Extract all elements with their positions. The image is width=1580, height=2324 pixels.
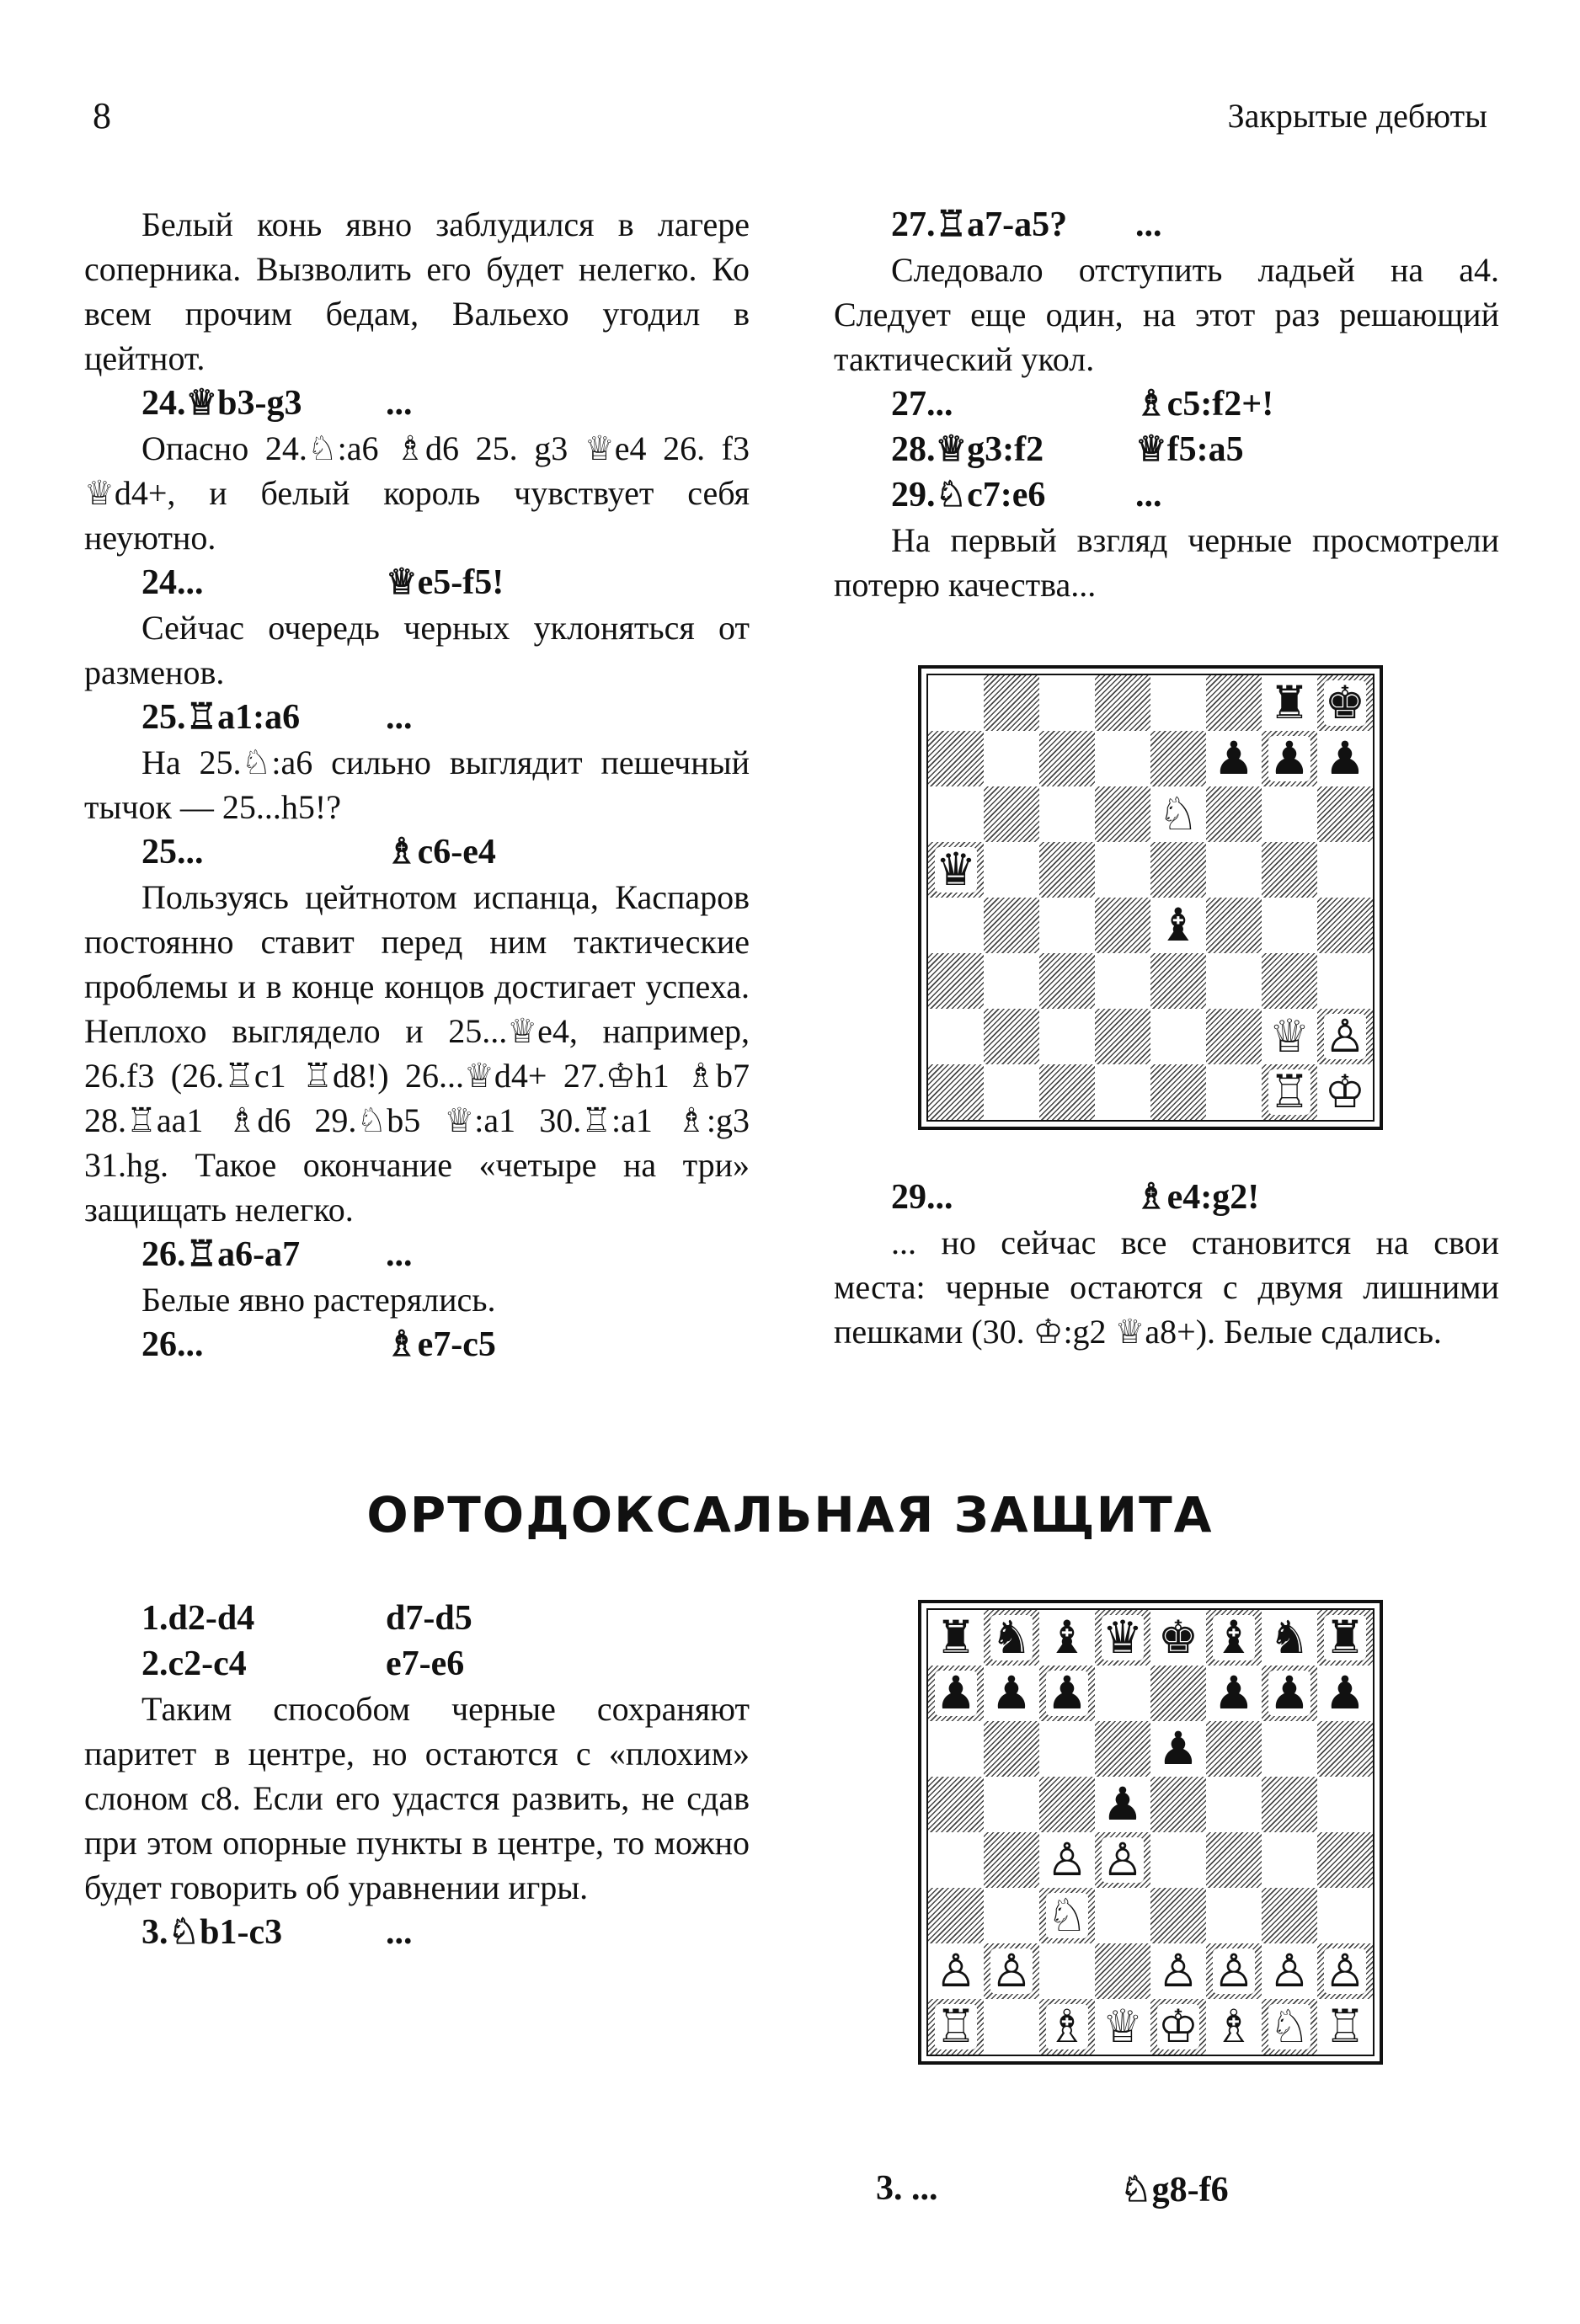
paragraph: Следовало отступить ладьей на a4. Следует еще один, на этот раз решающий тактический укол. bbox=[834, 251, 1499, 378]
board-square bbox=[1206, 786, 1262, 842]
move-white: 26... bbox=[141, 1325, 204, 1364]
board-square bbox=[1039, 1009, 1095, 1064]
move-white: 27.♖a7-a5? bbox=[891, 205, 1068, 244]
board-square bbox=[984, 1832, 1039, 1888]
black-bishop-icon: ♝ bbox=[1046, 1611, 1088, 1664]
board-square bbox=[1039, 1832, 1095, 1888]
white-pawn-icon: ♙ bbox=[1324, 1944, 1366, 1997]
board-square bbox=[1206, 1777, 1262, 1832]
paragraph: Белый конь явно заблудился в лагере соперника. Вызволить его будет нелегко. Ко всем прочим бедам, Вальехо угодил в цейтнот. bbox=[84, 205, 750, 377]
white-queen-icon: ♕ bbox=[1268, 1010, 1310, 1063]
board-square bbox=[1317, 898, 1373, 953]
board-square bbox=[1262, 842, 1317, 898]
board-square bbox=[1039, 898, 1095, 953]
board-square bbox=[1262, 675, 1317, 731]
board-square bbox=[1095, 1999, 1150, 2055]
board-square bbox=[984, 1943, 1039, 1999]
paragraph: На первый взгляд черные просмотрели потерю качества... bbox=[834, 521, 1499, 604]
move-line bbox=[834, 381, 1499, 427]
white-knight-icon: ♘ bbox=[1157, 787, 1199, 840]
board-square bbox=[1150, 1666, 1206, 1721]
black-knight-icon: ♞ bbox=[990, 1611, 1033, 1664]
left-column bbox=[84, 202, 750, 1367]
white-pawn-icon: ♙ bbox=[1157, 1944, 1199, 1997]
board-square bbox=[1317, 953, 1373, 1009]
chess-board bbox=[926, 1608, 1374, 2056]
board-square bbox=[1095, 953, 1150, 1009]
board-square bbox=[1206, 1064, 1262, 1120]
paragraph: Сейчас очередь черных уклоняться от разменов. bbox=[84, 609, 750, 691]
board-square bbox=[1206, 1009, 1262, 1064]
black-pawn-icon: ♟ bbox=[990, 1666, 1033, 1719]
board-square bbox=[984, 1888, 1039, 1943]
move-white: 24... bbox=[141, 563, 204, 602]
board-square bbox=[928, 731, 984, 786]
board-square bbox=[1206, 1721, 1262, 1777]
board-square bbox=[1317, 675, 1373, 731]
board-square bbox=[984, 953, 1039, 1009]
white-king-icon: ♔ bbox=[1324, 1065, 1366, 1118]
board-square bbox=[1262, 1610, 1317, 1666]
white-knight-icon: ♘ bbox=[1046, 1889, 1088, 1942]
board-square bbox=[1317, 1064, 1373, 1120]
move-black: ♗c6-e4 bbox=[386, 833, 496, 872]
move-black: ... bbox=[1135, 205, 1162, 244]
move-white: 26.♖a6-a7 bbox=[141, 1235, 301, 1274]
board-square bbox=[1039, 842, 1095, 898]
board-square bbox=[984, 1064, 1039, 1120]
bottom-left-column bbox=[84, 1596, 750, 1955]
board-square bbox=[1039, 786, 1095, 842]
paragraph: Пользуясь цейтнотом испанца, Каспаров постоянно ставит перед ним тактические проблемы и в конце концов достигает успеха. Неплохо выглядело и 25...♕e4, например, 26.f3 (26.♖c1 ♖d8!) 26...♕d4+ 27.♔h1 ♗b7 28.♖aa1 ♗d6 29.♘b5 ♕:a1 30.♖:a1 ♗:g3 31.hg. Такое окончание «четыре на три» защищать нелегко. bbox=[84, 878, 750, 1229]
move-white: 3.♘b1-c3 bbox=[141, 1913, 283, 1952]
board-square bbox=[1150, 731, 1206, 786]
move-white: 1.d2-d4 bbox=[141, 1599, 255, 1638]
board-square bbox=[928, 1721, 984, 1777]
right-column bbox=[834, 202, 1499, 607]
board-square bbox=[1095, 898, 1150, 953]
board-square bbox=[1039, 1064, 1095, 1120]
board-square bbox=[1039, 1777, 1095, 1832]
board-square bbox=[1317, 786, 1373, 842]
board-square bbox=[928, 1666, 984, 1721]
board-square bbox=[1262, 1721, 1317, 1777]
move-black: d7-d5 bbox=[386, 1599, 472, 1638]
board-square bbox=[1262, 1009, 1317, 1064]
board-square bbox=[1262, 1888, 1317, 1943]
board-square bbox=[1095, 1009, 1150, 1064]
board-square bbox=[984, 842, 1039, 898]
board-square bbox=[984, 898, 1039, 953]
move-white: 3. ... bbox=[876, 2169, 938, 2208]
board-square bbox=[1317, 1009, 1373, 1064]
board-square bbox=[1095, 1777, 1150, 1832]
move-white: 28.♕g3:f2 bbox=[891, 430, 1044, 469]
board-square bbox=[1317, 1888, 1373, 1943]
board-square bbox=[1206, 1610, 1262, 1666]
board-square bbox=[1150, 1777, 1206, 1832]
black-pawn-icon: ♟ bbox=[1213, 1666, 1255, 1719]
black-king-icon: ♚ bbox=[1324, 676, 1366, 729]
white-pawn-icon: ♙ bbox=[990, 1944, 1033, 1997]
paragraph: Опасно 24.♘:a6 ♗d6 25. g3 ♕e4 26. f3 ♕d4+, и белый король чувствует себя неуютно. bbox=[84, 429, 750, 557]
board-square bbox=[1095, 675, 1150, 731]
board-square bbox=[1039, 1999, 1095, 2055]
board-square bbox=[928, 953, 984, 1009]
move-line bbox=[84, 560, 750, 605]
board-square bbox=[1039, 1943, 1095, 1999]
white-rook-icon: ♖ bbox=[935, 2000, 977, 2053]
move-white: 29.♘c7:e6 bbox=[891, 476, 1046, 514]
board-square bbox=[1095, 1832, 1150, 1888]
move-white: 29... bbox=[891, 1178, 953, 1217]
black-knight-icon: ♞ bbox=[1268, 1611, 1310, 1664]
board-square bbox=[928, 898, 984, 953]
move-black: ♗c5:f2+! bbox=[1135, 385, 1274, 424]
move-line bbox=[834, 1175, 1499, 1220]
chess-diagram-2 bbox=[918, 1600, 1383, 2065]
board-square bbox=[1262, 786, 1317, 842]
board-square bbox=[1095, 1064, 1150, 1120]
black-pawn-icon: ♟ bbox=[1268, 732, 1310, 785]
move-black: ... bbox=[1135, 476, 1162, 514]
black-king-icon: ♚ bbox=[1157, 1611, 1199, 1664]
board-square bbox=[1095, 731, 1150, 786]
board-square bbox=[1262, 731, 1317, 786]
black-pawn-icon: ♟ bbox=[1324, 1666, 1366, 1719]
board-square bbox=[1317, 1832, 1373, 1888]
board-square bbox=[1150, 1009, 1206, 1064]
move-white: 24.♕b3-g3 bbox=[141, 384, 302, 423]
board-square bbox=[1039, 1721, 1095, 1777]
board-square bbox=[1262, 1832, 1317, 1888]
board-square bbox=[1150, 1064, 1206, 1120]
white-pawn-icon: ♙ bbox=[935, 1944, 977, 1997]
move-white: 2.c2-c4 bbox=[141, 1644, 247, 1683]
board-square bbox=[984, 675, 1039, 731]
chess-diagram-1 bbox=[918, 665, 1383, 1130]
board-square bbox=[1150, 1832, 1206, 1888]
black-pawn-icon: ♟ bbox=[1324, 732, 1366, 785]
move-line bbox=[834, 427, 1499, 472]
white-king-icon: ♔ bbox=[1157, 2000, 1199, 2053]
board-square bbox=[984, 1009, 1039, 1064]
board-square bbox=[928, 786, 984, 842]
board-square bbox=[984, 1999, 1039, 2055]
black-pawn-icon: ♟ bbox=[1102, 1778, 1144, 1831]
board-square bbox=[1095, 1666, 1150, 1721]
board-square bbox=[1150, 1943, 1206, 1999]
move-black: ... bbox=[386, 698, 413, 737]
board-square bbox=[1039, 675, 1095, 731]
chess-board bbox=[926, 674, 1374, 1122]
board-square bbox=[1206, 953, 1262, 1009]
move-line bbox=[84, 829, 750, 875]
move-black: ♕e5-f5! bbox=[386, 563, 504, 602]
board-square bbox=[1095, 1888, 1150, 1943]
move-line bbox=[84, 381, 750, 426]
board-square bbox=[984, 731, 1039, 786]
board-square bbox=[1039, 1888, 1095, 1943]
board-square bbox=[928, 1009, 984, 1064]
board-square bbox=[928, 1832, 984, 1888]
board-square bbox=[928, 842, 984, 898]
board-square bbox=[1150, 842, 1206, 898]
board-square bbox=[1262, 1777, 1317, 1832]
move-line bbox=[84, 1910, 750, 1955]
board-square bbox=[1095, 1943, 1150, 1999]
white-pawn-icon: ♙ bbox=[1102, 1833, 1144, 1886]
board-square bbox=[1150, 898, 1206, 953]
board-square bbox=[1262, 1666, 1317, 1721]
board-square bbox=[1262, 898, 1317, 953]
board-square bbox=[1317, 1943, 1373, 1999]
board-square bbox=[984, 786, 1039, 842]
board-square bbox=[1095, 1721, 1150, 1777]
board-square bbox=[1317, 731, 1373, 786]
paragraph: Таким способом черные сохраняют паритет в центре, но остаются с «плохим» слоном c8. Если его удастся развить, не сдав при этом опорные пункты в центре, то можно будет говорить об уравнении игры. bbox=[84, 1690, 750, 1906]
white-queen-icon: ♕ bbox=[1102, 2000, 1144, 2053]
board-square bbox=[1095, 1610, 1150, 1666]
move-black: ♘g8-f6 bbox=[1120, 2171, 1229, 2209]
board-square bbox=[1317, 1777, 1373, 1832]
board-square bbox=[1317, 1666, 1373, 1721]
right-column-after-diagram bbox=[834, 1175, 1499, 1354]
white-knight-icon: ♘ bbox=[1268, 2000, 1310, 2053]
board-square bbox=[1150, 953, 1206, 1009]
white-rook-icon: ♖ bbox=[1324, 2000, 1366, 2053]
white-pawn-icon: ♙ bbox=[1268, 1944, 1310, 1997]
board-square bbox=[1095, 786, 1150, 842]
move-line bbox=[84, 1641, 750, 1687]
black-bishop-icon: ♝ bbox=[1157, 898, 1199, 951]
running-header: Закрытые дебюты bbox=[1227, 97, 1487, 135]
black-rook-icon: ♜ bbox=[935, 1611, 977, 1664]
board-square bbox=[1206, 1943, 1262, 1999]
move-line bbox=[84, 1322, 750, 1367]
paragraph: ... но сейчас все становится на свои места: черные остаются с двумя лишними пешками (30. ♔:g2 ♕a8+). Белые сдались. bbox=[834, 1223, 1499, 1351]
move-black: e7-e6 bbox=[386, 1644, 465, 1683]
paragraph: На 25.♘:a6 сильно выглядит пешечный тычок — 25...h5!? bbox=[84, 744, 750, 826]
move-line bbox=[84, 1596, 750, 1641]
board-square bbox=[1150, 1610, 1206, 1666]
move-black: ♕f5:a5 bbox=[1135, 430, 1244, 469]
move-white: 27... bbox=[891, 385, 953, 424]
board-square bbox=[984, 1721, 1039, 1777]
paragraph: Белые явно растерялись. bbox=[141, 1281, 496, 1319]
board-square bbox=[1206, 1888, 1262, 1943]
move-line bbox=[84, 1232, 750, 1277]
board-square bbox=[1150, 1999, 1206, 2055]
board-square bbox=[928, 1064, 984, 1120]
board-square bbox=[984, 1777, 1039, 1832]
board-square bbox=[984, 1666, 1039, 1721]
board-square bbox=[1262, 1999, 1317, 2055]
board-square bbox=[1317, 842, 1373, 898]
board-square bbox=[928, 1999, 984, 2055]
board-square bbox=[1039, 731, 1095, 786]
white-bishop-icon: ♗ bbox=[1046, 2000, 1088, 2053]
board-square bbox=[1206, 675, 1262, 731]
white-pawn-icon: ♙ bbox=[1213, 1944, 1255, 1997]
black-bishop-icon: ♝ bbox=[1213, 1611, 1255, 1664]
board-square bbox=[1317, 1610, 1373, 1666]
board-square bbox=[1206, 731, 1262, 786]
move-black: ♗e4:g2! bbox=[1135, 1178, 1260, 1217]
move-line bbox=[834, 202, 1499, 248]
black-pawn-icon: ♟ bbox=[1046, 1666, 1088, 1719]
move-black: ... bbox=[386, 1235, 413, 1274]
board-square bbox=[1039, 1610, 1095, 1666]
board-square bbox=[1039, 1666, 1095, 1721]
section-title: ОРТОДОКСАЛЬНАЯ ЗАЩИТА bbox=[366, 1486, 1214, 1543]
move-line bbox=[834, 472, 1499, 518]
board-square bbox=[1150, 1888, 1206, 1943]
board-square bbox=[1150, 675, 1206, 731]
bottom-move-line bbox=[876, 2168, 1229, 2210]
black-queen-icon: ♛ bbox=[1102, 1611, 1144, 1664]
board-square bbox=[928, 1943, 984, 1999]
board-square bbox=[1206, 1832, 1262, 1888]
board-square bbox=[984, 1610, 1039, 1666]
board-square bbox=[928, 1777, 984, 1832]
white-pawn-icon: ♙ bbox=[1324, 1010, 1366, 1063]
move-black: ♗e7-c5 bbox=[386, 1325, 496, 1364]
board-square bbox=[928, 675, 984, 731]
move-white: 25.♖a1:a6 bbox=[141, 698, 301, 737]
move-line bbox=[84, 695, 750, 740]
black-rook-icon: ♜ bbox=[1268, 676, 1310, 729]
black-pawn-icon: ♟ bbox=[1213, 732, 1255, 785]
board-square bbox=[1039, 953, 1095, 1009]
white-bishop-icon: ♗ bbox=[1213, 2000, 1255, 2053]
black-rook-icon: ♜ bbox=[1324, 1611, 1366, 1664]
black-pawn-icon: ♟ bbox=[935, 1666, 977, 1719]
board-square bbox=[1262, 1943, 1317, 1999]
board-square bbox=[1150, 1721, 1206, 1777]
board-square bbox=[1095, 842, 1150, 898]
move-white: 25... bbox=[141, 833, 204, 872]
board-square bbox=[1262, 1064, 1317, 1120]
board-square bbox=[1206, 898, 1262, 953]
move-black: ... bbox=[386, 1913, 413, 1952]
white-rook-icon: ♖ bbox=[1268, 1065, 1310, 1118]
black-pawn-icon: ♟ bbox=[1157, 1722, 1199, 1775]
board-square bbox=[1206, 1666, 1262, 1721]
board-square bbox=[1262, 953, 1317, 1009]
black-queen-icon: ♛ bbox=[935, 843, 977, 896]
move-black: ... bbox=[386, 384, 413, 423]
board-square bbox=[1150, 786, 1206, 842]
black-pawn-icon: ♟ bbox=[1268, 1666, 1310, 1719]
board-square bbox=[928, 1610, 984, 1666]
white-pawn-icon: ♙ bbox=[1046, 1833, 1088, 1886]
board-square bbox=[1206, 1999, 1262, 2055]
board-square bbox=[1317, 1721, 1373, 1777]
board-square bbox=[928, 1888, 984, 1943]
board-square bbox=[1317, 1999, 1373, 2055]
board-square bbox=[1206, 842, 1262, 898]
page-number: 8 bbox=[93, 95, 111, 136]
